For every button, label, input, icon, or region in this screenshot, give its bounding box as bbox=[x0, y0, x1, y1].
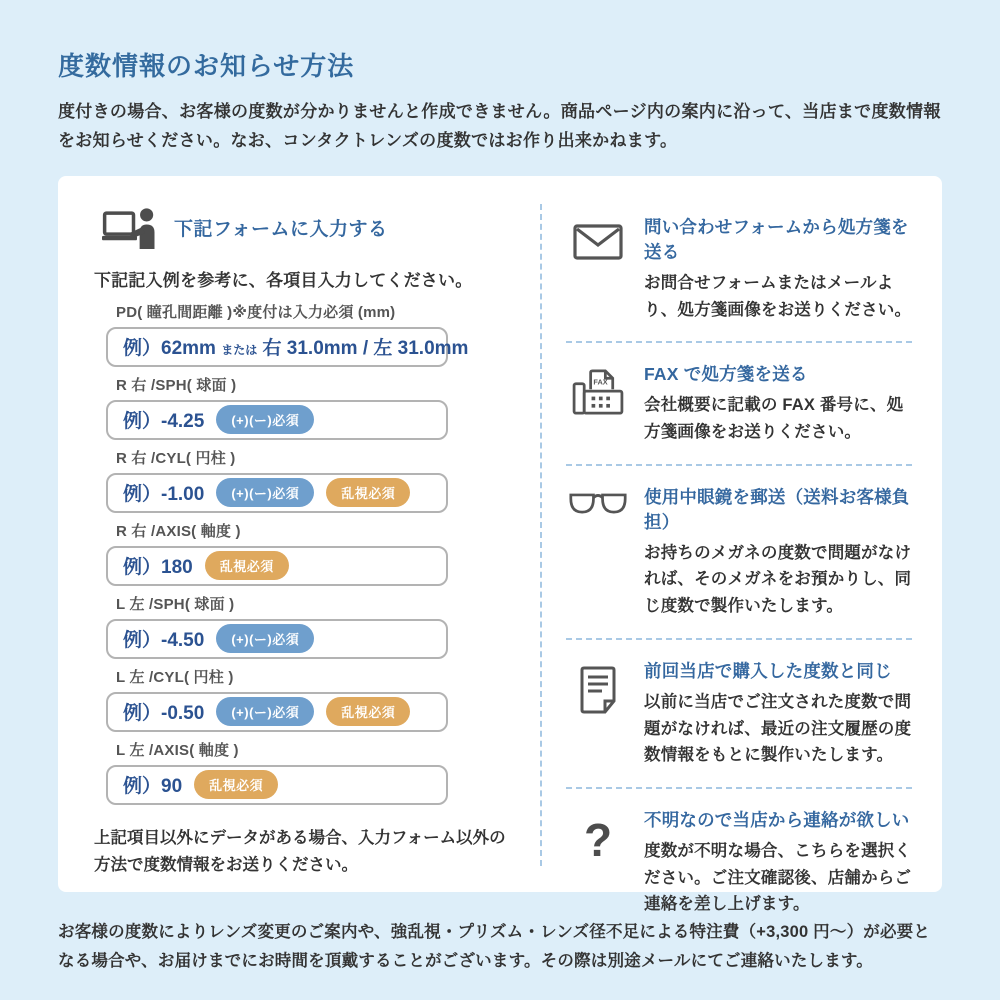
method-text bbox=[644, 484, 912, 620]
method-body: 以前に当店でご注文された度数で問題がなければ、最近の注文履歴の度数情報をもとに製作いたします。 bbox=[644, 692, 912, 765]
form-note: 上記項目以外にデータがある場合、入力フォーム以外の方法で度数情報をお送りください。 bbox=[94, 828, 506, 874]
field-label: PD( 瞳孔間距離 )※度付は入力必須 (mm) bbox=[116, 303, 396, 321]
field-label: R 右 /AXIS( 軸度 ) bbox=[116, 522, 241, 540]
method-text bbox=[644, 361, 912, 445]
field-r-sph bbox=[106, 374, 516, 440]
method-body: 会社概要に記載の FAX 番号に、処方箋画像をお送りください。 bbox=[644, 396, 904, 441]
field-example-value: 例）-4.25 bbox=[123, 411, 205, 433]
field-l-sph bbox=[106, 593, 516, 659]
methods-section bbox=[562, 200, 916, 914]
field-l-cyl bbox=[106, 666, 516, 732]
astigmatism-required-badge: 乱視必須 bbox=[326, 478, 410, 507]
method-text bbox=[644, 807, 912, 918]
method-title: 前回当店で購入した度数と同じ bbox=[644, 660, 892, 681]
field-r-axis bbox=[106, 520, 516, 586]
method-title: FAX で処方箋を送る bbox=[644, 364, 808, 385]
method-text bbox=[644, 658, 912, 769]
astigmatism-required-badge: 乱視必須 bbox=[205, 551, 289, 580]
page-title: 度数情報のお知らせ方法 bbox=[58, 51, 355, 81]
form-section bbox=[84, 200, 516, 874]
field-example-box[interactable] bbox=[106, 765, 448, 805]
field-label: R 右 /CYL( 円柱 ) bbox=[116, 449, 236, 467]
method-body: 度数が不明な場合、こちらを選択ください。ご注文確認後、店舗からご連絡を差し上げます。 bbox=[644, 841, 912, 914]
field-example-value: 例）90 bbox=[123, 776, 183, 798]
field-example-box[interactable] bbox=[106, 692, 448, 732]
field-label: L 左 /CYL( 円柱 ) bbox=[116, 668, 234, 686]
field-example-value: 例）-0.50 bbox=[123, 703, 205, 725]
method-title: 使用中眼鏡を郵送（送料お客様負担） bbox=[644, 486, 910, 532]
field-label: L 左 /AXIS( 軸度 ) bbox=[116, 741, 239, 759]
field-pd bbox=[106, 301, 516, 367]
field-example-value: 例）180 bbox=[123, 557, 193, 579]
field-example-value: 例）-1.00 bbox=[123, 484, 205, 506]
field-example-value: 例）62mm または 右 31.0mm / 左 31.0mm bbox=[123, 338, 469, 360]
plus-minus-required-badge: (+)(ー)必須 bbox=[216, 697, 314, 726]
field-l-axis bbox=[106, 739, 516, 805]
column-divider bbox=[540, 204, 542, 866]
intro-text: 度付きの場合、お客様の度数が分かりませんと作成できません。商品ページ内の案内に沿って、当店まで度数情報をお知らせください。なお、コンタクトレンズの度数ではお作り出来かねます。 bbox=[58, 102, 941, 150]
field-label: L 左 /SPH( 球面 ) bbox=[116, 595, 235, 613]
footer-note: お客様の度数によりレンズ変更のご案内や、強乱視・プリズム・レンズ径不足による特注費（+3,300 円〜）が必要となる場合や、お届けまでにお時間を頂戴することがございます。その際は別途メールにてご連絡いたします。 bbox=[58, 922, 931, 970]
question-icon: ? bbox=[583, 813, 613, 866]
info-card bbox=[58, 176, 942, 914]
field-example-box[interactable] bbox=[106, 400, 448, 440]
plus-minus-required-badge: (+)(ー)必須 bbox=[216, 624, 314, 653]
plus-minus-required-badge: (+)(ー)必須 bbox=[216, 478, 314, 507]
field-example-box[interactable] bbox=[106, 546, 448, 586]
field-label: R 右 /SPH( 球面 ) bbox=[116, 376, 237, 394]
method-contact-form bbox=[566, 204, 912, 337]
document-icon bbox=[566, 658, 630, 769]
method-mail-glasses bbox=[566, 464, 912, 634]
form-instruction: 下記記入例を参考に、各項目入力してください。 bbox=[94, 270, 473, 290]
method-fax bbox=[566, 341, 912, 459]
fax-icon bbox=[566, 361, 630, 445]
method-body: お持ちのメガネの度数で問題がなければ、そのメガネをお預かりし、同じ度数で製作いたします。 bbox=[644, 543, 912, 616]
form-heading: 下記フォームに入力する bbox=[174, 219, 388, 241]
method-title: 不明なので当店から連絡が欲しい bbox=[644, 809, 910, 830]
form-header bbox=[102, 206, 516, 250]
glasses-icon bbox=[566, 484, 630, 620]
envelope-icon bbox=[566, 214, 630, 323]
astigmatism-required-badge: 乱視必須 bbox=[326, 697, 410, 726]
plus-minus-required-badge: (+)(ー)必須 bbox=[216, 405, 314, 434]
method-previous-order bbox=[566, 638, 912, 783]
field-example-value: 例）-4.50 bbox=[123, 630, 205, 652]
method-unknown-contact bbox=[566, 787, 912, 932]
field-r-cyl bbox=[106, 447, 516, 513]
field-example-box[interactable] bbox=[106, 473, 448, 513]
field-example-box[interactable] bbox=[106, 619, 448, 659]
method-body: お問合せフォームまたはメールより、処方箋画像をお送りください。 bbox=[644, 273, 912, 319]
field-example-box[interactable] bbox=[106, 327, 469, 367]
method-text bbox=[644, 214, 912, 323]
person-at-computer-icon bbox=[102, 206, 158, 250]
astigmatism-required-badge: 乱視必須 bbox=[194, 770, 278, 799]
method-title: 問い合わせフォームから処方箋を送る bbox=[644, 216, 909, 262]
svg-text:FAX: FAX bbox=[593, 377, 608, 387]
